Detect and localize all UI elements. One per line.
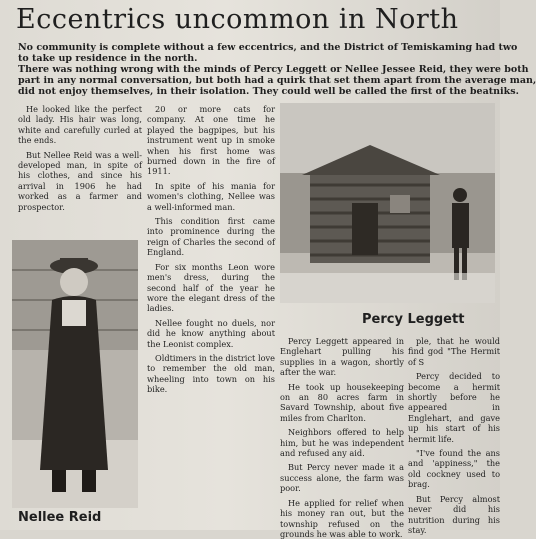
article-column-1: [18, 104, 142, 234]
intro-line: part in any normal conversation, but both had a quirk that set them apart from the average man,: [18, 75, 536, 86]
intro-line: did not enjoy themselves, in their isolation. They could well be called the first of the beatniks.: [18, 86, 519, 97]
intro-line: There was nothing wrong with the minds of Percy Leggett or Nellee Jessee Reid, they were both: [18, 64, 529, 75]
portrait-photo-illustration: [12, 240, 138, 508]
paragraph: Neighbors offered to help him, but he was independent and refused any aid.: [280, 427, 404, 459]
article-column-2: [147, 104, 275, 524]
paragraph: Nellee fought no duels, nor did he know anything about the Leonist complex.: [147, 317, 275, 349]
paragraph: But Nellee Reid was a well-developed man, in spite of his clothes, and since his arrival in 1906 he had worked as a farmer and prospector.: [18, 149, 142, 212]
paragraph: "I've found the ans and 'appiness," the old cockney used to brag.: [408, 448, 500, 490]
paragraph: He looked like the perfect old lady. His hair was long, white and carefully curled at the ends.: [18, 104, 142, 146]
paragraph: ple, that he would find god "The Hermit of S: [408, 336, 500, 367]
intro-line: to take up residence in the north.: [18, 53, 198, 64]
paragraph: 20 or more cats for company. At one time he played the bagpipes, but his instrument went up in smoke when his first home was burned down in the fire of 1911.: [147, 104, 275, 177]
nellee-reid-photo: [12, 240, 138, 508]
paragraph: He took up housekeeping on an 80 acres farm in Savard Township, about five miles from Charlton.: [280, 381, 404, 423]
article-column-3: [280, 336, 404, 539]
nellee-caption: Nellee Reid: [18, 510, 102, 525]
paragraph: He applied for relief when his money ran out, but the township refused on the grounds he was able to work.: [280, 497, 404, 539]
cabin-photo-illustration: [280, 103, 495, 303]
article-column-4: [408, 336, 500, 535]
intro-line: No community is complete without a few eccentrics, and the District of Temiskaming had two: [18, 42, 518, 53]
paragraph: Percy decided to become a hermit shortly before he appeared in Englehart, and gave up his start of his hermit life.: [408, 371, 500, 444]
paragraph: This condition first came into prominence during the reign of Charles the second of England.: [147, 216, 275, 258]
paragraph: Oldtimers in the district love to remember the old man, wheeling into town on his bike.: [147, 352, 275, 395]
paragraph: In spite of his mania for women's clothing, Nellee was a well-informed man.: [147, 180, 275, 212]
percy-caption: Percy Leggett: [362, 312, 465, 327]
percy-leggett-photo: [280, 103, 495, 303]
article-intro: [18, 42, 536, 97]
paragraph: But Percy never made it a success alone, the farm was poor.: [280, 462, 404, 494]
paragraph: For six months Leon wore men's dress, during the second half of the year he wore the elegant dress of the ladies.: [147, 261, 275, 314]
paragraph: Percy Leggett appeared in Englehart pulling his supplies in a wagon, shortly after the war.: [280, 336, 404, 378]
paragraph: But Percy almost never did his nutrition during his stay.: [408, 493, 500, 535]
article-headline: Eccentrics uncommon in North: [16, 4, 459, 35]
